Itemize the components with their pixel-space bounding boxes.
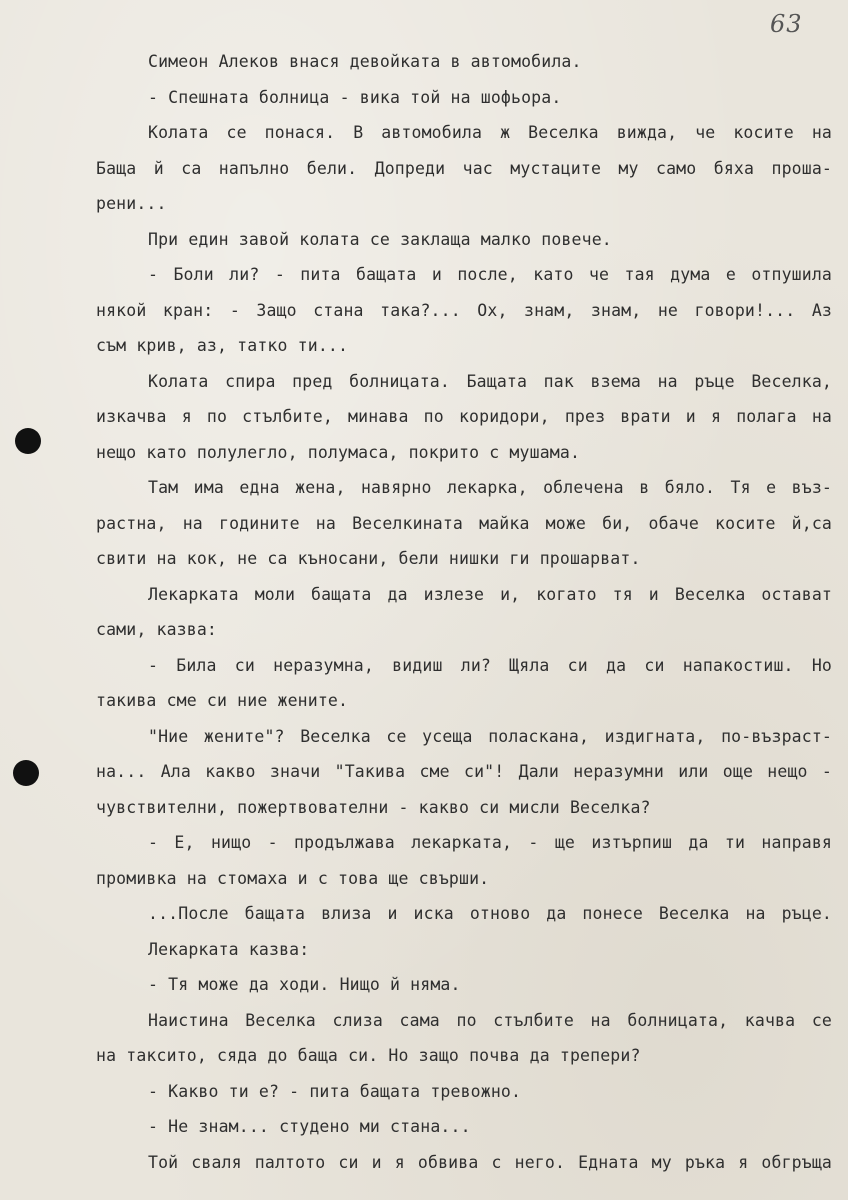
punch-hole xyxy=(15,428,41,454)
text-line: Симеон Алеков внася девойката в автомобила. xyxy=(148,52,582,71)
text-line: изкачва я по стълбите, минава по коридори, през врати и я полага на xyxy=(96,407,832,426)
text-line: Там има една жена, навярно лекарка, облечена в бяло. Тя е въз- xyxy=(148,478,832,497)
text-line: на... Ала какво значи "Такива сме си"! Дали неразумни или още нещо - xyxy=(96,762,832,781)
text-line: растна, на годините на Веселкината майка може би, обаче косите й,са xyxy=(96,513,832,533)
text-line: Колата се понася. В автомобила ж Веселка вижда, че косите на xyxy=(148,123,832,142)
text-line: - Тя може да ходи. Нищо й няма. xyxy=(148,975,461,994)
text-line: - Не знам... студено ми стана... xyxy=(148,1117,471,1136)
text-line: рени... xyxy=(96,194,167,213)
text-line: на таксито, сяда до баща си. Но защо почва да трепери? xyxy=(96,1046,641,1065)
text-line: такива сме си ние жените. xyxy=(96,691,349,710)
text-line: - Спешната болница - вика той на шофьора. xyxy=(148,87,562,107)
text-line: - Била си неразумна, видиш ли? Щяла си да си напакостиш. Но xyxy=(148,655,832,675)
text-line: Наистина Веселка слиза сама по стълбите на болницата, качва се xyxy=(148,1010,832,1030)
text-line: нещо като полулегло, полумаса, покрито с мушама. xyxy=(96,442,581,462)
page-number: 63 xyxy=(770,10,803,38)
text-line: някой кран: - Защо стана така?... Ох, знам, знам, не говори!... Аз xyxy=(96,300,832,320)
text-line: - Боли ли? - пита бащата и после, като че тая дума е отпушила xyxy=(148,265,832,284)
text-line: Той сваля палтото си и я обвива с него. Едната му ръка я обгръща xyxy=(148,1152,832,1172)
text-line: Колата спира пред болницата. Бащата пак взема на ръце Веселка, xyxy=(148,371,832,391)
text-line: - Какво ти е? - пита бащата тревожно. xyxy=(148,1081,522,1101)
text-line: промивка на стомаха и с това ще свърши. xyxy=(96,868,490,888)
text-line: При един завой колата се заклаща малко повече. xyxy=(148,229,612,249)
text-line: ...После бащата влиза и иска отново да понесе Веселка на ръце. xyxy=(148,904,832,923)
text-line: Лекарката моли бащата да излезе и, когато тя и Веселка остават xyxy=(148,584,832,604)
text-line: Лекарката казва: xyxy=(148,939,310,959)
text-line: съм крив, аз, татко ти... xyxy=(96,336,349,355)
text-line: сами, казва: xyxy=(96,620,218,639)
punch-hole xyxy=(13,760,39,786)
text-line: Баща й са напълно бели. Допреди час мустаците му само бяха прошa- xyxy=(96,158,832,178)
text-line: свити на кок, не са къносани, бели нишки ги прошарват. xyxy=(96,549,641,568)
text-line: - Е, нищо - продължава лекарката, - ще изтърпиш да ти направя xyxy=(148,833,832,852)
text-line: чувствителни, пожертвователни - какво си мисли Веселка? xyxy=(96,797,651,817)
text-line: "Ние жените"? Веселка се усеща поласкана, издигната, по-възраст- xyxy=(148,726,832,746)
typewritten-text-body xyxy=(96,44,832,1180)
